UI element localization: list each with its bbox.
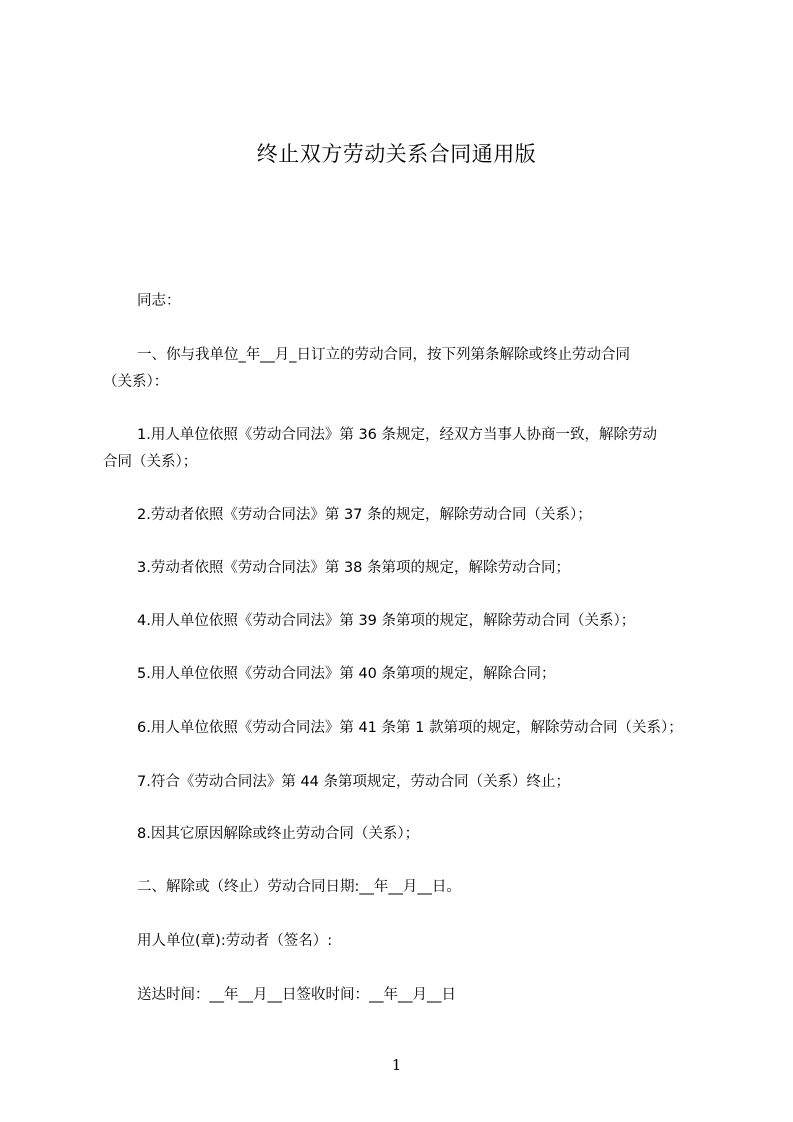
item-1-line-1: 1.用人单位依照《劳动合同法》第 36 条规定，经双方当事人协商一致，解除劳动 [137, 427, 658, 443]
item-7: 7.符合《劳动合同法》第 44 条第项规定，劳动合同（关系）终止； [137, 774, 571, 790]
item-1-line-2: 合同（关系）； [103, 454, 198, 470]
item-5: 5.用人单位依照《劳动合同法》第 40 条第项的规定，解除合同； [137, 666, 556, 682]
document-title: 终止双方劳动关系合同通用版 [256, 142, 537, 166]
item-8: 8.因其它原因解除或终止劳动合同（关系）； [137, 826, 420, 842]
section-1-line-2: （关系）： [103, 374, 169, 390]
section-2: 二、解除或（终止）劳动合同日期:__年__月__日。 [137, 879, 461, 895]
item-6: 6.用人单位依照《劳动合同法》第 41 条第 1 款第项的规定，解除劳动合同（关系）； [137, 720, 683, 736]
item-3: 3.劳动者依照《劳动合同法》第 38 条第项的规定，解除劳动合同； [137, 560, 571, 576]
salutation: 同志： [137, 293, 181, 309]
section-1-line-1: 一、你与我单位_年__月_日订立的劳动合同，按下列第条解除或终止劳动合同 [137, 347, 630, 363]
page-number: 1 [391, 1056, 402, 1074]
item-2: 2.劳动者依照《劳动合同法》第 37 条的规定，解除劳动合同（关系）； [137, 507, 592, 523]
item-4: 4.用人单位依照《劳动合同法》第 39 条第项的规定，解除劳动合同（关系）； [137, 613, 636, 629]
delivery-line: 送达时间：__年__月__日签收时间：__年__月__日 [137, 987, 456, 1003]
signature-line: 用人单位(章):劳动者（签名）: [137, 933, 333, 949]
